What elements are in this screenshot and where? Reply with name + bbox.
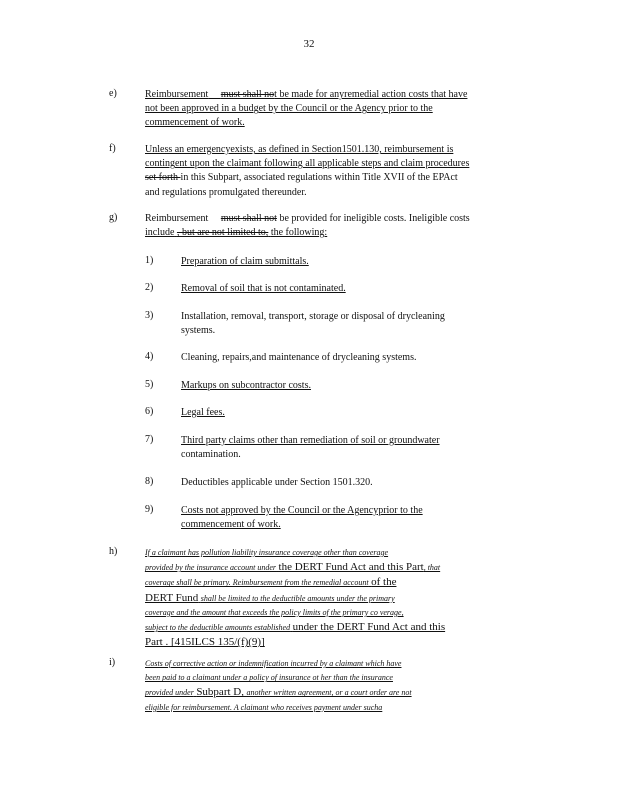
page-number: 32 <box>303 38 315 50</box>
subitem-number: 5) <box>145 379 154 390</box>
subitem-number: 8) <box>145 476 154 487</box>
subitem-number: 7) <box>145 434 154 445</box>
item-text: Costs of corrective action or indemnification incurred by a claimant which have been paid to a claimant under a policy of insurance ot her than the insurance provided under Subpart D, another written agreement, or a court order are not eligible for reimbursement. A claimant who receives payment under sucha <box>145 659 412 712</box>
subitem-text: Costs not approved by the Council or the Agencyprior to the commencement of work. <box>181 505 423 531</box>
subitem-number: 3) <box>145 310 154 321</box>
item-label: i) <box>109 657 116 668</box>
item-text: Reimbursement must shall not be made for anyremedial action costs that have not been approved in a budget by the Council or the Agency prior to the commencement of work. <box>145 89 468 129</box>
item-label: h) <box>109 546 118 557</box>
item-text: If a claimant has pollution liability insurance coverage other than coverage provided by the insurance account under the DERT Fund Act and this Part, that coverage shall be primary. Reimbursement from the remedial account of the DERT Fund shall be limited to the deductible amounts under the primary coverage and the amount that exceeds the policy limits of the primary co verage, subject to the deductible amounts established under the DERT Fund Act and this Part . [415ILCS 135/(f)(9)] <box>145 548 446 649</box>
struck-text: set forth <box>145 172 181 184</box>
item-text: Unless an emergencyexists, as defined in Section1501.130, reimbursement is contingent upon the claimant following all applicable steps and claim procedures set forth in this Subpart, associated regulations within Title XVII of the EPAct and regulations promulgated thereunder. <box>145 144 470 198</box>
subitem-text: Removal of soil that is not contaminated. <box>181 283 346 294</box>
item-label: f) <box>109 143 116 154</box>
subitem-number: 2) <box>145 282 154 293</box>
struck-text: must shall no <box>220 89 275 100</box>
subitem-text: Deductibles applicable under Section 1501.320. <box>181 477 373 488</box>
subitem-text: Markups on subcontractor costs. <box>181 380 311 391</box>
struck-text: must shall not <box>220 213 277 224</box>
subitem-text: Cleaning, repairs,and maintenance of drycleaning systems. <box>181 352 417 363</box>
item-label: e) <box>109 88 117 99</box>
subitem-text: Third party claims other than remediation of soil or groundwater contamination. <box>181 435 440 461</box>
subitem-text: Installation, removal, transport, storage or disposal of drycleaning systems. <box>181 311 445 337</box>
item-label: g) <box>109 212 118 223</box>
subitem-number: 6) <box>145 406 154 417</box>
item-text: Reimbursement must shall not be provided for ineligible costs. Ineligible costs include , but are not limited to, the following: <box>145 213 470 239</box>
subitem-text: Preparation of claim submittals. <box>181 256 309 267</box>
struck-text: , but are not limited to, <box>176 227 269 239</box>
subitem-text: Legal fees. <box>181 407 225 418</box>
subitem-number: 9) <box>145 504 154 515</box>
subitem-number: 4) <box>145 351 154 362</box>
subitem-number: 1) <box>145 255 154 266</box>
